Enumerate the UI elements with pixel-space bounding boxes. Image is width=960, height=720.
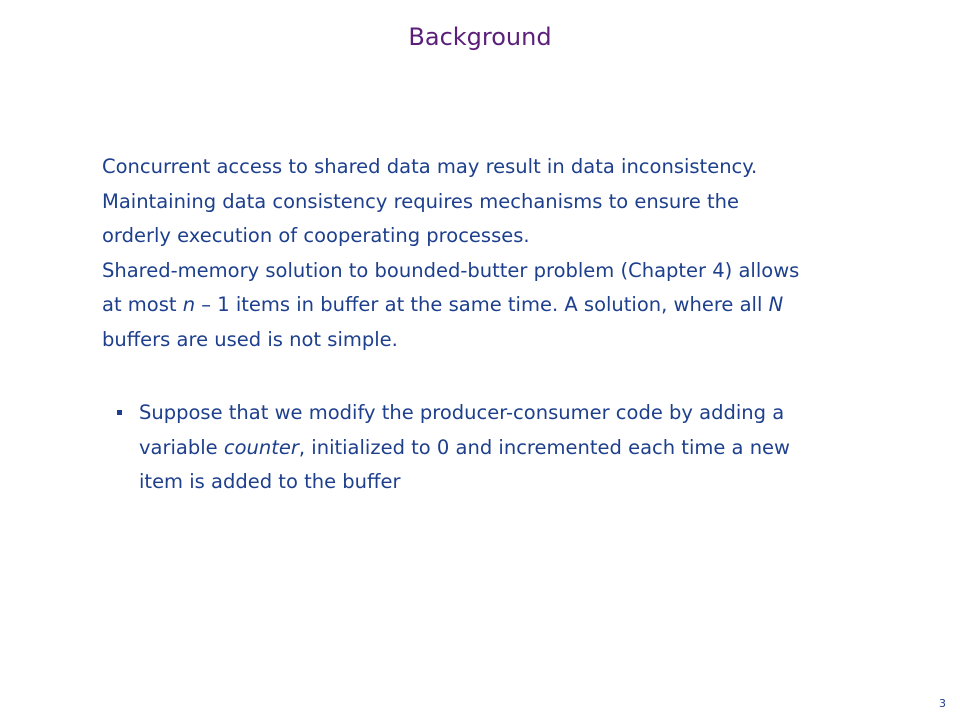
square-bullet-icon: [117, 410, 122, 415]
paragraph-line-3: orderly execution of cooperating processes.: [102, 224, 530, 247]
paragraph-line-4: Shared-memory solution to bounded-butter problem (Chapter 4) allows: [102, 258, 800, 282]
line5-pre: at most: [102, 293, 183, 316]
variable-N: N: [768, 293, 784, 316]
paragraph-line-1: Concurrent access to shared data may result in data inconsistency.: [102, 155, 758, 178]
paragraph-line-5: [102, 288, 922, 323]
line5-mid: – 1 items in buffer at the same time. A solution, where all: [195, 293, 769, 316]
slide-title: Background: [408, 23, 552, 51]
bullet-line-3: item is added to the buffer: [139, 470, 401, 493]
bullet-line-1: Suppose that we modify the producer-consumer code by adding a: [139, 401, 785, 424]
variable-counter: counter: [223, 435, 299, 459]
bullet-list: [117, 396, 897, 500]
bullet-line-2: [139, 431, 897, 466]
paragraph-line-6: buffers are used is not simple.: [102, 327, 398, 351]
paragraph-line-2: Maintaining data consistency requires mechanisms to ensure the: [102, 189, 740, 213]
page-number: 3: [939, 697, 946, 710]
bullet-item: [117, 396, 897, 500]
bullet-line2-pre: variable: [139, 435, 224, 459]
bullet-line2-post: , initialized to 0 and incremented each time a new: [298, 435, 791, 459]
intro-paragraph: [102, 150, 922, 357]
variable-n: n: [182, 293, 196, 316]
